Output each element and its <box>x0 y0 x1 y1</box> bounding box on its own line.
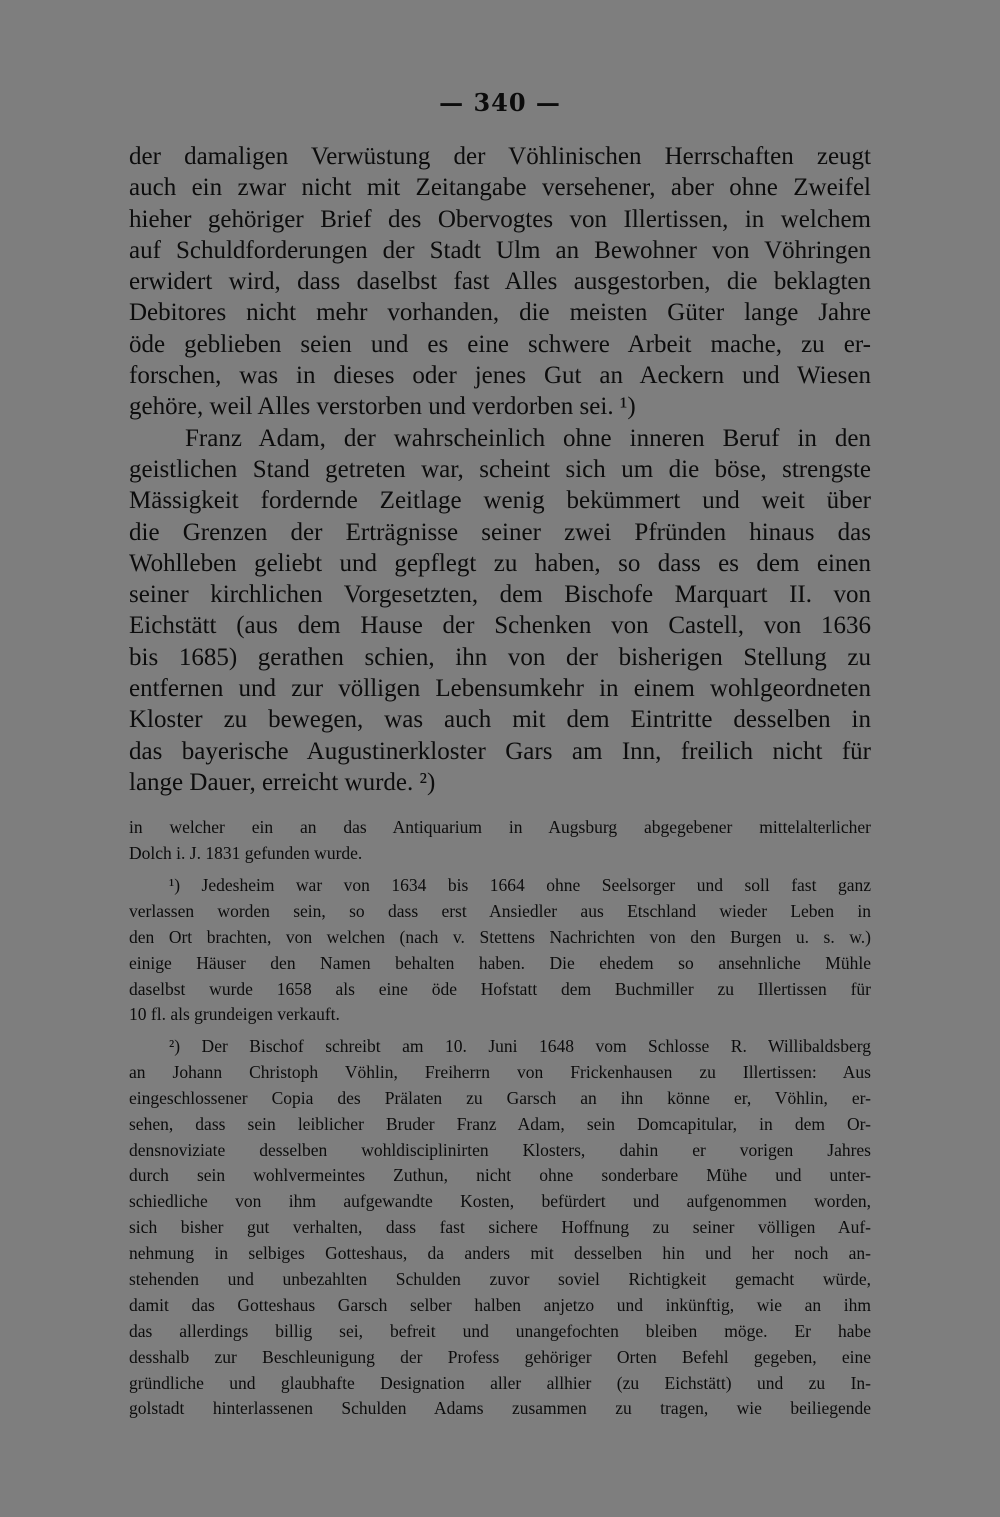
text-line: forschen, was in dieses oder jenes Gut an Aeckern und Wiesen <box>129 362 871 390</box>
footnote-line: ¹) Jedesheim war von 1634 bis 1664 ohne Seelsorger und soll fast ganz <box>169 875 871 895</box>
text-line: gehöre, weil Alles verstorben und verdorben sei. ¹) <box>129 393 636 421</box>
text-line: seiner kirchlichen Vorgesetzten, dem Bischofe Marquart II. von <box>129 581 871 609</box>
text-line: Franz Adam, der wahrscheinlich ohne inneren Beruf in den <box>185 424 871 452</box>
text-line: Debitores nicht mehr vorhanden, die meisten Güter lange Jahre <box>129 299 871 327</box>
footnote-line: desshalb zur Beschleunigung der Profess gehöriger Orten Befehl gegeben, eine <box>129 1346 871 1367</box>
footnote-line: sich bisher gut verhalten, dass fast sichere Hoffnung zu seiner völligen Auf- <box>129 1217 871 1238</box>
footnote-line: daselbst wurde 1658 als eine öde Hofstatt dem Buchmiller zu Illertissen für <box>129 978 871 999</box>
text-line: lange Dauer, erreicht wurde. ²) <box>129 768 436 796</box>
main-text <box>129 141 871 798</box>
footnote-line: an Johann Christoph Vöhlin, Freiherrn von Frickenhausen zu Illertissen: Aus <box>129 1061 871 1082</box>
paragraph-2 <box>129 423 871 799</box>
footnote-line: golstadt hinterlassenen Schulden Adams zusammen zu tragen, wie beiliegende <box>129 1398 871 1419</box>
paragraph-1 <box>129 141 871 423</box>
page-number: — 340 — <box>439 88 561 117</box>
text-line: auch ein zwar nicht mit Zeitangabe versehener, aber ohne Zweifel <box>129 174 871 202</box>
footnote-line: densnoviziate desselben wohldisciplinirten Klosters, dahin er vorigen Jahres <box>129 1139 871 1160</box>
text-line: bis 1685) gerathen schien, ihn von der bisherigen Stellung zu <box>129 643 871 671</box>
footnote-line: stehenden und unbezahlten Schulden zuvor soviel Richtigkeit gemacht würde, <box>129 1269 871 1290</box>
text-line: geistlichen Stand getreten war, scheint sich um die böse, strengste <box>129 455 871 483</box>
footnote-2 <box>129 1034 871 1422</box>
footnote-line: durch sein wohlvermeintes Zuthun, nicht ohne sonderbare Mühe und unter- <box>129 1165 871 1186</box>
text-line: Wohlleben geliebt und gepflegt zu haben, so dass es dem einen <box>129 549 871 577</box>
footnote-line: in welcher ein an das Antiquarium in Augsburg abgegebener mittelalterlicher <box>129 817 871 837</box>
footnote-line: gründliche und glaubhafte Designation aller allhier (zu Eichstätt) und zu In- <box>129 1372 871 1393</box>
text-line: Eichstätt (aus dem Hause der Schenken von Castell, von 1636 <box>129 612 871 640</box>
text-line: die Grenzen der Erträgnisse seiner zwei Pfründen hinaus das <box>129 518 871 546</box>
text-line: entfernen und zur völligen Lebensumkehr in einem wohlgeordneten <box>129 675 871 703</box>
text-line: das bayerische Augustinerkloster Gars am Inn, freilich nicht für <box>129 737 871 765</box>
footnote-line: eingeschlossener Copia des Prälaten zu Garsch an ihn könne er, Vöhlin, er- <box>129 1087 871 1108</box>
footnote-1 <box>129 873 871 1028</box>
footnote-continuation <box>129 815 871 867</box>
footnote-line: nehmung in selbiges Gotteshaus, da anders mit desselben hin und her noch an- <box>129 1243 871 1264</box>
footnote-line: ²) Der Bischof schreibt am 10. Juni 1648 vom Schlosse R. Willibaldsberg <box>169 1036 871 1056</box>
text-line: auf Schuldforderungen der Stadt Ulm an Bewohner von Vöhringen <box>129 236 871 264</box>
footnote-line: den Ort brachten, von welchen (nach v. Stettens Nachrichten von den Burgen u. s. w.) <box>129 926 871 947</box>
footnote-line: schiedliche von ihm aufgewandte Kosten, befürdert und aufgenommen worden, <box>129 1191 871 1212</box>
text-line: Kloster zu bewegen, was auch mit dem Eintritte desselben in <box>129 706 871 734</box>
footnote-line: das allerdings billig sei, befreit und unangefochten bleiben möge. Er habe <box>129 1320 871 1341</box>
footnote-line: Dolch i. J. 1831 gefunden wurde. <box>129 842 363 863</box>
footnote-line: sehen, dass sein leiblicher Bruder Franz Adam, sein Domcapitular, in dem Or- <box>129 1113 871 1134</box>
footnote-line: einige Häuser den Namen behalten haben. Die ehedem so ansehnliche Mühle <box>129 952 871 973</box>
text-line: erwidert wird, dass daselbst fast Alles ausgestorben, die beklagten <box>129 268 871 296</box>
text-line: der damaligen Verwüstung der Vöhlinischen Herrschaften zeugt <box>129 143 871 170</box>
footnote-line: 10 fl. als grundeigen verkauft. <box>129 1004 340 1025</box>
text-line: öde geblieben seien und es eine schwere Arbeit mache, zu er- <box>129 330 871 358</box>
text-line: hieher gehöriger Brief des Obervogtes von Illertissen, in welchem <box>129 205 871 233</box>
footnote-line: damit das Gotteshaus Garsch selber halben anjetzo und inkünftig, wie an ihm <box>129 1294 871 1315</box>
footnote-line: verlassen worden sein, so dass erst Ansiedler aus Etschland wieder Leben in <box>129 900 871 921</box>
text-line: Mässigkeit fordernde Zeitlage wenig bekümmert und weit über <box>129 487 871 515</box>
